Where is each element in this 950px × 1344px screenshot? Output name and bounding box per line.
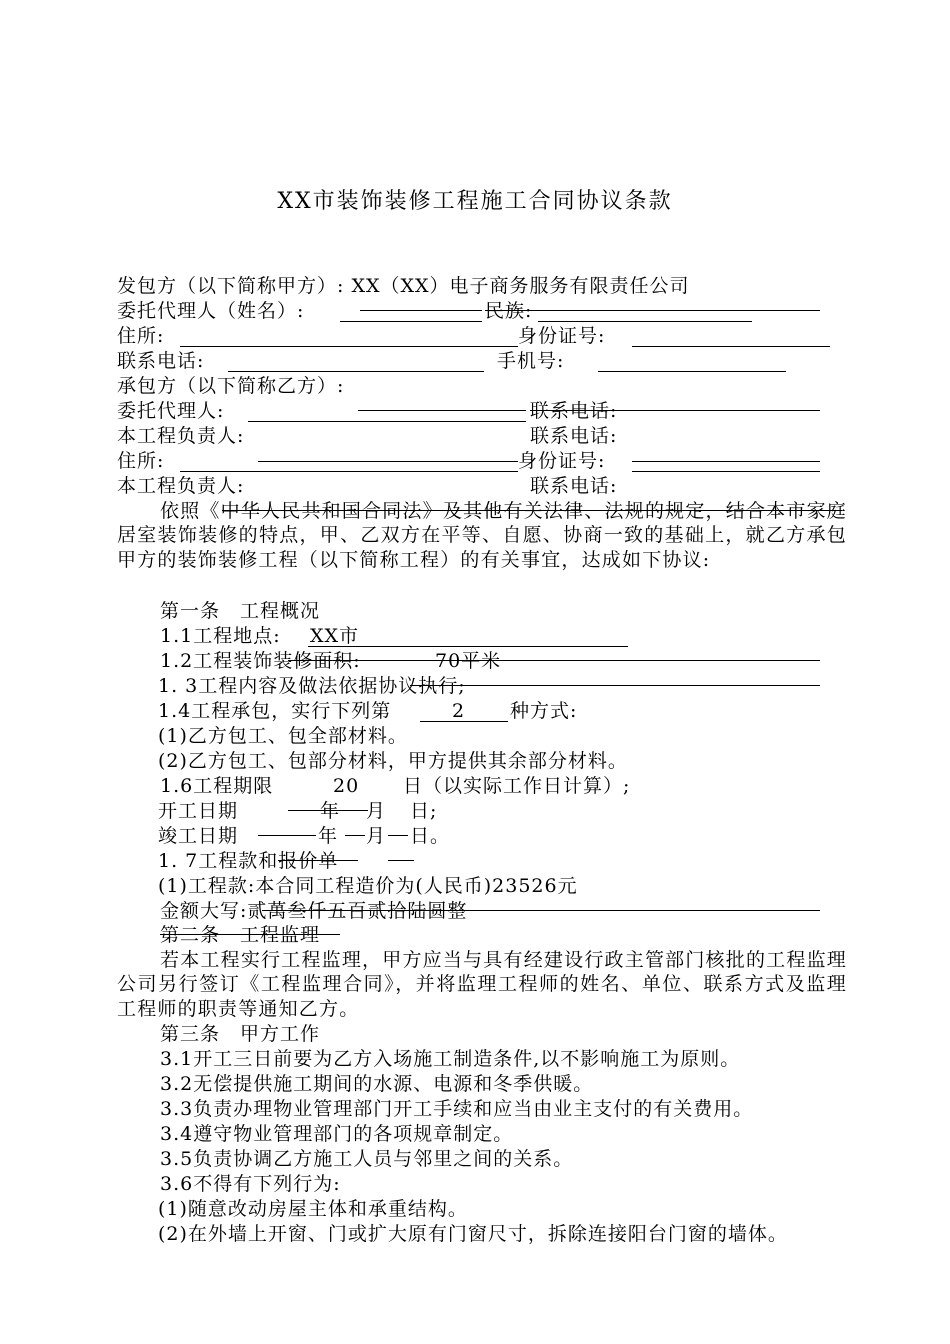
contract-mode-tail: 种方式: xyxy=(510,700,578,722)
strike-mark xyxy=(258,835,316,836)
strike-mark xyxy=(160,934,340,935)
strike-mark xyxy=(388,860,414,861)
article3-item: 3.4遵守物业管理部门的各项规章制定。 xyxy=(160,1123,514,1145)
end-month: 月 xyxy=(366,825,387,847)
strike-mark xyxy=(288,810,368,811)
a-phone-blank xyxy=(228,371,484,372)
a-phone-label: 联系电话: xyxy=(117,350,205,372)
b-address-blank xyxy=(180,471,518,472)
a-mobile-label: 手机号: xyxy=(497,350,565,372)
area-label: 1.2工程装饰装修面积: xyxy=(160,650,361,672)
start-day: 日; xyxy=(410,800,438,822)
b-manager2-label: 本工程负责人: xyxy=(117,475,245,497)
b-agent-phone-label: 联系电话: xyxy=(530,400,618,422)
a-agent-blank xyxy=(340,321,482,322)
b-address-strike xyxy=(258,461,518,462)
site-blank xyxy=(308,646,628,647)
a-address-blank xyxy=(180,346,518,347)
strike-mark xyxy=(278,860,358,861)
article3-item: 3.3负责办理物业管理部门开工手续和应当由业主支付的有关费用。 xyxy=(160,1098,754,1120)
end-year: 年 xyxy=(318,825,339,847)
a-agent-label: 委托代理人（姓名）: xyxy=(117,300,305,322)
b-address-label: 住所: xyxy=(117,450,165,472)
intro-paragraph: 依照《中华人民共和国合同法》及其他有关法律、法规的规定，结合本市家庭居室装饰装修的特点，甲、乙双方在平等、自愿、协商一致的基础上，就乙方承包甲方的装饰装修工程（以下简称工程）的有关事宜，达成如下协议: xyxy=(117,500,847,571)
b-manager-phone-label: 联系电话: xyxy=(530,425,618,447)
b-manager2-phone-label: 联系电话: xyxy=(530,475,618,497)
strike-mark xyxy=(530,410,820,411)
option-1: (1)乙方包工、包全部材料。 xyxy=(158,725,408,747)
strike-mark xyxy=(262,910,820,911)
b-agent-blank xyxy=(248,421,526,422)
contract-mode-label: 1.4工程承包，实行下列第 xyxy=(158,700,392,722)
article1-heading: 第一条 工程概况 xyxy=(160,600,321,622)
amount-words: 金额大写:贰萬叁仟五百贰拾陆圆整 xyxy=(160,900,468,922)
strike-mark xyxy=(485,310,820,311)
strike-mark xyxy=(410,685,820,686)
payment-heading: 1. 7工程款和报价单 xyxy=(158,850,339,872)
article3-heading: 第三条 甲方工作 xyxy=(160,1023,321,1045)
document-title: XX市装饰装修工程施工合同协议条款 xyxy=(277,189,673,214)
start-year: 年 xyxy=(320,800,341,822)
a-mobile-blank xyxy=(598,371,786,372)
site-value: XX市 xyxy=(310,625,360,647)
b-id-blank xyxy=(632,471,820,472)
article3-item: (2)在外墙上开窗、门或扩大原有门窗尺寸，拆除连接阳台门窗的墙体。 xyxy=(158,1223,788,1245)
article2-body: 若本工程实行工程监理，甲方应当与具有经建设行政主管部门核批的工程监理公司另行签订《工程监理合同》，并将监理工程师的姓名、单位、联系方式及监理工程师的职责等通知乙方。 xyxy=(117,949,847,1020)
party-b-line: 承包方（以下简称乙方）: xyxy=(117,375,345,397)
end-day: 日。 xyxy=(410,825,451,847)
b-agent-label: 委托代理人: xyxy=(117,400,225,422)
period-label: 1.6工程期限 xyxy=(160,775,274,797)
period-tail: 日（以实际工作日计算）; xyxy=(403,775,631,797)
start-month: 月 xyxy=(366,800,387,822)
site-label: 1.1工程地点: xyxy=(160,625,281,647)
a-id-label: 身份证号: xyxy=(518,325,606,347)
price-line: (1)工程款:本合同工程造价为(人民币)23526元 xyxy=(158,875,578,897)
strike-mark xyxy=(345,835,365,836)
party-a-line: 发包方（以下简称甲方）: XX（XX）电子商务服务有限责任公司 xyxy=(117,275,690,297)
article3-item: 3.6不得有下列行为: xyxy=(160,1173,341,1195)
a-id-blank xyxy=(632,346,830,347)
b-manager-label: 本工程负责人: xyxy=(117,425,245,447)
content-line: 1. 3工程内容及做法依据协议执行; xyxy=(158,675,466,697)
strike-mark xyxy=(388,835,408,836)
start-date-label: 开工日期 xyxy=(158,800,239,822)
period-value: 20 xyxy=(333,775,360,797)
end-date-label: 竣工日期 xyxy=(158,825,239,847)
article3-item: 3.1开工三日前要为乙方入场施工制造条件,以不影响施工为原则。 xyxy=(160,1048,741,1070)
b-id-label: 身份证号: xyxy=(518,450,606,472)
article3-item: 3.5负责协调乙方施工人员与邻里之间的关系。 xyxy=(160,1148,574,1170)
strike-mark xyxy=(288,660,820,661)
article2-heading: 第二条 工程监理 xyxy=(160,924,321,946)
area-value: 70平米 xyxy=(435,650,502,672)
article3-item: 3.2无偿提供施工期间的水源、电源和冬季供暖。 xyxy=(160,1073,594,1095)
option-2: (2)乙方包工、包部分材料，甲方提供其余部分材料。 xyxy=(158,750,628,772)
contract-mode-blank xyxy=(420,721,508,722)
strike-mark xyxy=(222,510,842,511)
strike-mark xyxy=(360,310,482,311)
a-address-label: 住所: xyxy=(117,325,165,347)
contract-mode-value: 2 xyxy=(452,700,466,722)
a-ethnic-blank xyxy=(538,321,752,322)
strike-mark xyxy=(632,461,820,462)
a-ethnic-label: 民族: xyxy=(485,300,533,322)
strike-mark xyxy=(358,410,526,411)
article3-item: (1)随意改动房屋主体和承重结构。 xyxy=(158,1198,468,1220)
